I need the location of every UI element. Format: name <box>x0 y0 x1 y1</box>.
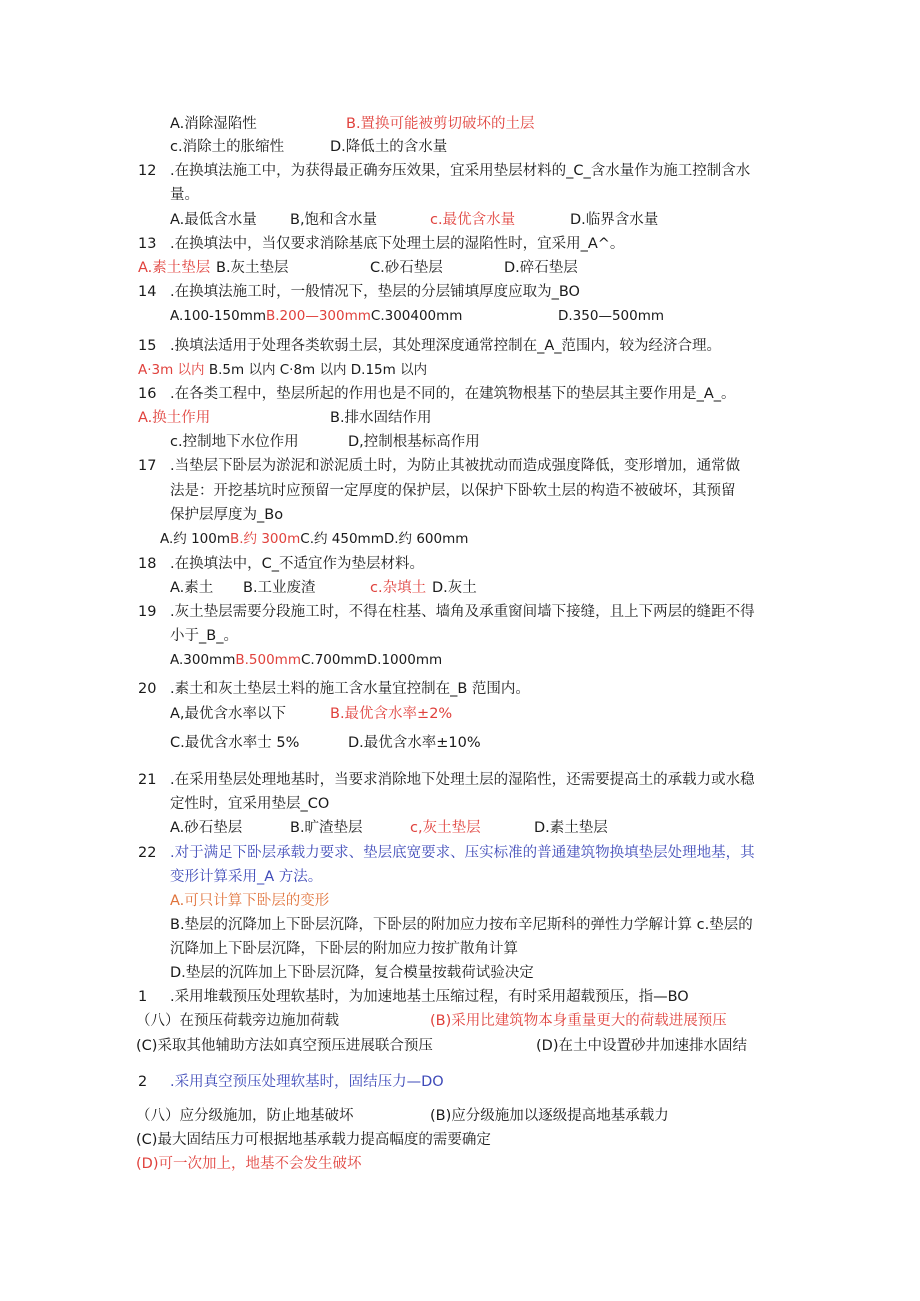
option-d: D.最优含水率±10% <box>348 735 481 751</box>
question-number: 19 <box>138 604 157 620</box>
option-a: （八）应分级施加，防止地基破坏 <box>136 1108 354 1124</box>
answer-option: (D)可一次加上，地基不会发生破坏 <box>136 1156 362 1172</box>
option-b: B,饱和含水量 <box>290 212 378 228</box>
question-number: 17 <box>138 458 157 474</box>
question-text: .在换填法中，C_不适宜作为垫层材料。 <box>170 556 424 572</box>
option-c: C.砂石垫层 <box>370 260 443 276</box>
answer-option: B.500mm <box>235 652 301 668</box>
option-a: A.素土 <box>170 580 214 596</box>
answer-option: c.最优含水量 <box>430 212 516 228</box>
question-continuation: 小于_B_。 <box>170 628 238 644</box>
option-line <box>170 115 257 133</box>
option-d: D.垫层的沉阵加上下卧层沉降，复合模量按载荷试验决定 <box>170 965 534 981</box>
option-rest: B.5m 以内 C·8m 以内 D.15m 以内 <box>208 362 428 378</box>
option-d: D.降低土的含水量 <box>330 139 448 155</box>
question-16 <box>138 385 736 403</box>
question-22 <box>138 844 755 862</box>
question-number: 13 <box>138 236 157 252</box>
question-number: 2 <box>138 1074 148 1090</box>
question-p1 <box>138 988 689 1006</box>
question-continuation: 量。 <box>170 187 199 203</box>
question-15 <box>138 337 721 355</box>
option-c: (C)采取其他辅助方法如真空预压进展联合预压 <box>136 1038 433 1054</box>
question-number: 16 <box>138 386 157 402</box>
question-continuation: 变形计算采用_A 方法。 <box>170 869 323 885</box>
question-continuation: 定性时，宜采用垫层_CO <box>170 796 330 812</box>
answer-option: A·3m 以内 <box>138 362 205 378</box>
option-c: (C)最大固结压力可根据地基承载力提高幅度的需要确定 <box>136 1132 491 1148</box>
option-c: c.消除土的胀缩性 <box>170 139 285 155</box>
option-d: D.素土垫层 <box>534 820 608 836</box>
answer-option: (B)采用比建筑物本身重量更大的荷载进展预压 <box>430 1013 727 1029</box>
question-text: .换填法适用于处理各类软弱土层，其处理深度通常控制在_A_范围内，较为经济合理。 <box>170 338 722 354</box>
question-text: .在换填法中，当仅要求消除基底下处理土层的湿陷性时，宜采用_A^。 <box>170 236 625 252</box>
option-a: A.100-150mm <box>170 308 266 324</box>
question-20 <box>138 680 530 698</box>
option-b: B.垫层的沉降加上下卧层沉降，下卧层的附加应力按布辛尼斯科的弹性力学解计算 c.垫层的 <box>170 917 753 933</box>
question-text: .当垫层下卧层为淤泥和淤泥质土时，为防止其被扰动而造成强度降低，变形增加，通常做 <box>170 458 741 474</box>
option-line <box>160 530 468 548</box>
question-number: 14 <box>138 284 157 300</box>
question-text: .在换填法施工中，为获得最正确夯压效果，宜采用垫层材料的_C_含水量作为施工控制含水 <box>170 163 751 179</box>
option-a: A.消除湿陷性 <box>170 116 257 132</box>
answer-option: A.可只计算下卧层的变形 <box>170 893 330 909</box>
answer-option: A.换土作用 <box>138 410 211 426</box>
option-d: D.350—500mm <box>558 308 665 324</box>
option-c: C.最优含水率士 5% <box>170 735 300 751</box>
answer-option: B.最优含水率±2% <box>330 706 453 722</box>
option-d: (D)在土中设置砂井加速排水固结 <box>536 1038 747 1054</box>
question-number: 18 <box>138 556 157 572</box>
option-a: （八）在预压荷载旁边施加荷载 <box>136 1013 339 1029</box>
question-text: .采用真空预压处理软基时，固结压力—DO <box>170 1074 444 1090</box>
answer-option: B.置换可能被剪切破坏的土层 <box>346 116 535 132</box>
option-line <box>170 651 442 669</box>
question-continuation: 保护层厚度为_Bo <box>170 507 284 523</box>
option-d: D,控制根基标高作用 <box>348 434 480 450</box>
question-21 <box>138 771 755 789</box>
answer-option: c,灰土垫层 <box>410 820 481 836</box>
question-text: .采用堆载预压处理软基时，为加速地基土压缩过程，有时采用超载预压，指—BO <box>170 989 689 1005</box>
option-a: A.约 100m <box>160 531 230 547</box>
question-number: 1 <box>138 989 148 1005</box>
option-a: A.300mm <box>170 652 236 668</box>
question-17 <box>138 457 740 475</box>
question-text: .素土和灰土垫层土料的施工含水量宜控制在_B 范围内。 <box>170 681 530 697</box>
option-cd: C.约 450mmD.约 600mm <box>300 531 469 547</box>
option-c: c.控制地下水位作用 <box>170 434 299 450</box>
option-a: A.砂石垫层 <box>170 820 243 836</box>
option-d: D.灰土 <box>432 580 477 596</box>
option-b-continuation: 沉降加上下卧层沉降，下卧层的附加应力按扩散角计算 <box>170 941 518 957</box>
option-a: A.最低含水量 <box>170 212 257 228</box>
answer-option: B.200—300mm <box>266 308 371 324</box>
question-continuation: 法是：开挖基坑时应预留一定厚度的保护层，以保护下卧软土层的构造不被破坏，其预留 <box>170 483 736 499</box>
question-number: 22 <box>138 845 157 861</box>
option-line <box>170 307 462 325</box>
question-number: 20 <box>138 681 157 697</box>
option-b: B.灰土垫层 <box>216 260 289 276</box>
answer-option: A.素土垫层 <box>138 260 211 276</box>
question-text: .灰土垫层需要分段施工时，不得在柱基、墙角及承重窗间墙下接缝，且上下两层的缝距不得 <box>170 604 755 620</box>
option-d: D.碎石垫层 <box>504 260 578 276</box>
question-12 <box>138 162 750 180</box>
question-number: 12 <box>138 163 157 179</box>
option-c: C.300400mm <box>370 308 463 324</box>
option-b: B.排水固结作用 <box>330 410 432 426</box>
question-number: 15 <box>138 338 157 354</box>
question-p2 <box>138 1073 444 1091</box>
option-a: A,最优含水率以下 <box>170 706 287 722</box>
question-18 <box>138 555 424 573</box>
question-text: .在各类工程中，垫层所起的作用也是不同的，在建筑物根基下的垫层其主要作用是_A_。 <box>170 386 736 402</box>
question-13 <box>138 235 624 253</box>
option-b: B.旷渣垫层 <box>290 820 363 836</box>
option-line <box>138 361 427 379</box>
question-text: .在采用垫层处理地基时，当要求消除地下处理土层的湿陷性，还需要提高土的承载力或水稳 <box>170 772 755 788</box>
option-cd: C.700mmD.1000mm <box>300 652 443 668</box>
option-d: D.临界含水量 <box>570 212 659 228</box>
question-14 <box>138 283 580 301</box>
question-number: 21 <box>138 772 157 788</box>
option-b: B.工业废渣 <box>243 580 316 596</box>
answer-option: c.杂填土 <box>370 580 427 596</box>
option-b: (B)应分级施加以逐级提高地基承载力 <box>430 1108 669 1124</box>
question-text: .对于满足下卧层承载力要求、垫层底宽要求、压实标准的普通建筑物换填垫层处理地基，其 <box>170 845 755 861</box>
answer-option: B.约 300m <box>230 531 301 547</box>
question-text: .在换填法施工时，一般情况下，垫层的分层铺填厚度应取为_BO <box>170 284 580 300</box>
question-19 <box>138 603 755 621</box>
